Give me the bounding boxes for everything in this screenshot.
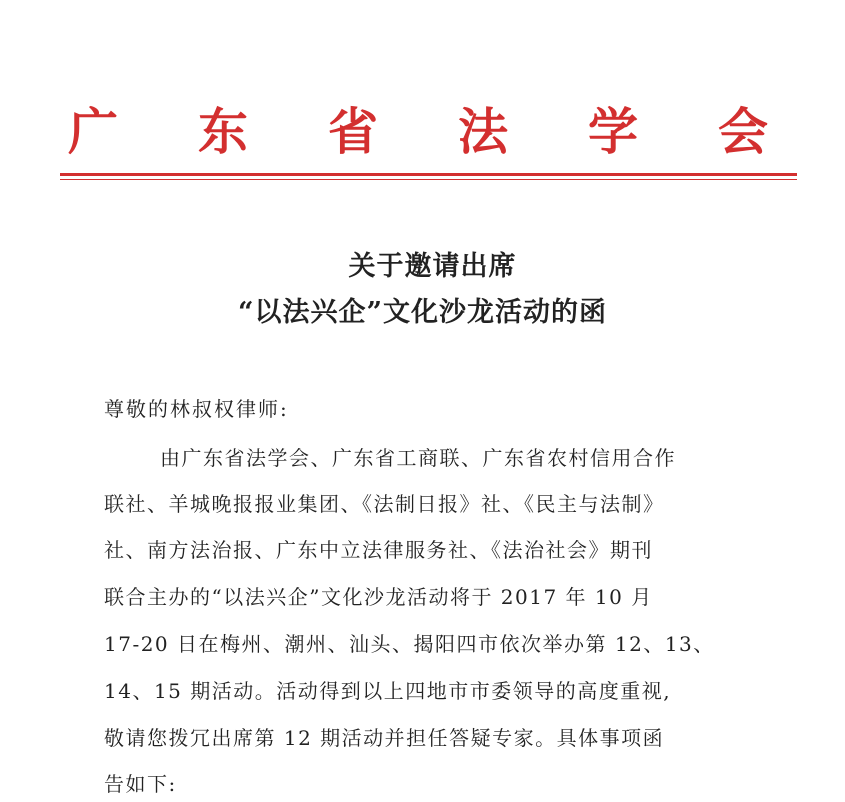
- letterhead-char: 会: [718, 102, 768, 161]
- document-title-line-1: 关于邀请出席: [348, 251, 517, 282]
- letterhead-char: 东: [198, 102, 248, 161]
- letterhead: [68, 92, 768, 164]
- letterhead-divider-thick: [60, 173, 797, 176]
- body-line: 敬请您拨冗出席第 12 期活动并担任答疑专家。具体事项函: [104, 726, 665, 750]
- letterhead-char: 广: [68, 102, 118, 161]
- letterhead-divider-thin: [60, 179, 797, 180]
- letterhead-char: 省: [328, 102, 378, 161]
- body-line: 14、15 期活动。活动得到以上四地市市委领导的高度重视,: [104, 679, 672, 703]
- document-title-line-2: “以法兴企”文化沙龙活动的函: [237, 297, 608, 328]
- body-line: 告如下:: [104, 772, 177, 796]
- letterhead-char: 法: [458, 102, 508, 161]
- body-line: 社、南方法治报、广东中立法律服务社、《法治社会》期刊: [104, 538, 653, 562]
- body-line: 联社、羊城晚报报业集团、《法制日报》社、《民主与法制》: [104, 492, 665, 516]
- body-line: 联合主办的“以法兴企”文化沙龙活动将于 2017 年 10 月: [104, 585, 653, 609]
- letterhead-char: 学: [588, 102, 638, 161]
- salutation: 尊敬的林叔权律师:: [104, 397, 289, 421]
- body-line: 17-20 日在梅州、潮州、汕头、揭阳四市依次举办第 12、13、: [104, 632, 715, 656]
- body-line: 由广东省法学会、广东省工商联、广东省农村信用合作: [160, 446, 676, 470]
